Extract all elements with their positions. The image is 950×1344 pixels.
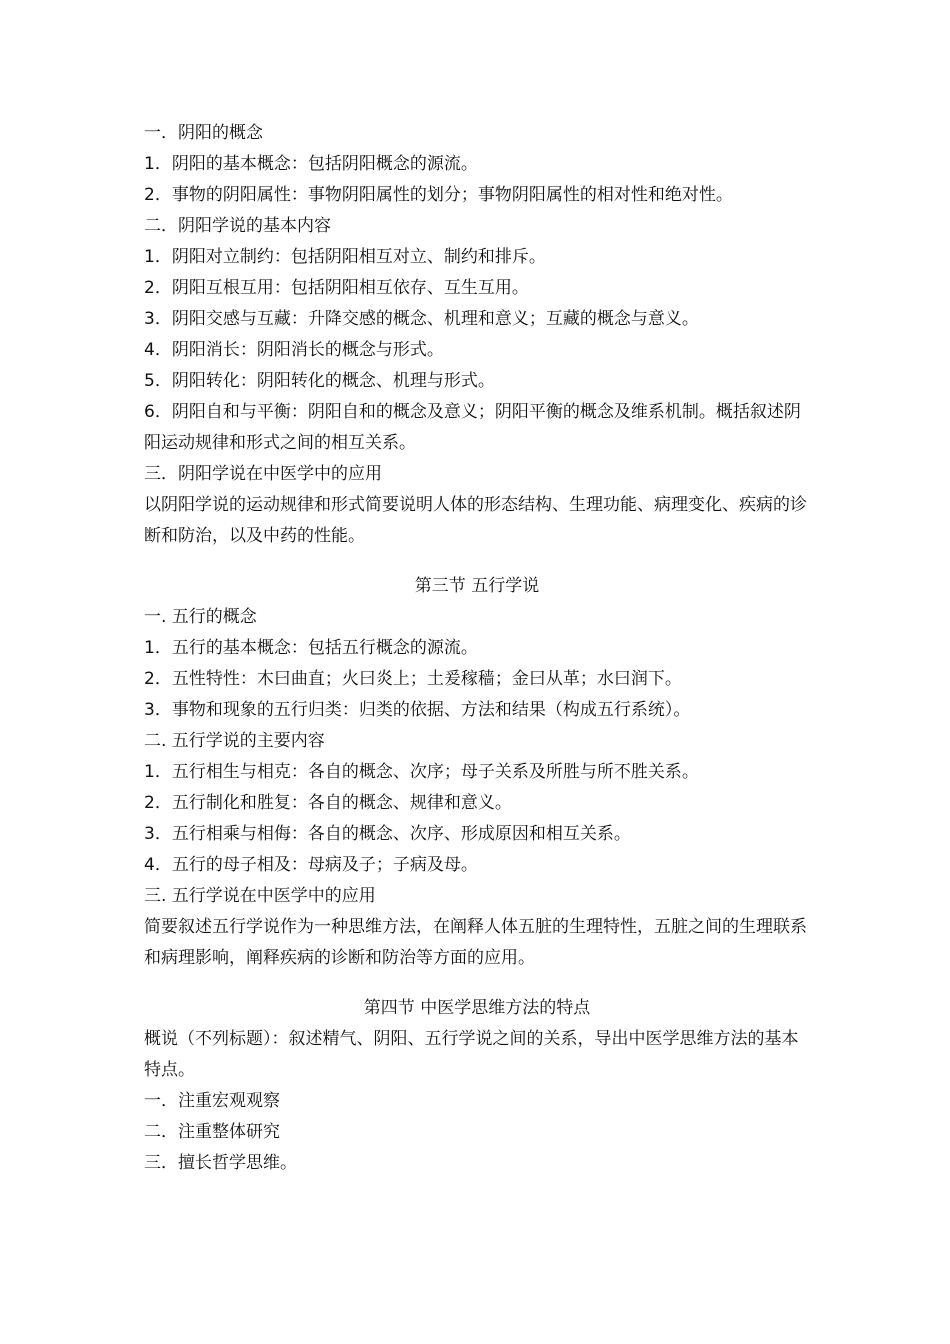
section-title-thinking: 第四节 中医学思维方法的特点	[363, 998, 591, 1018]
section-title-wuxing: 第三节 五行学说	[414, 576, 540, 596]
text-paragraph: 简要叙述五行学说作为一种思维方法，在阐释人体五脏的生理特性，五脏之间的生理联系和病理影响，阐释疾病的诊断和防治等方面的应用。	[144, 917, 807, 968]
text-line: 2．阴阳互根互用：包括阴阳相互依存、互生互用。	[144, 278, 529, 298]
text-line: 3．事物和现象的五行归类：归类的依据、方法和结果（构成五行系统）。	[144, 700, 691, 720]
yinyang-content-heading: 二．阴阳学说的基本内容	[144, 216, 331, 236]
document-body	[144, 118, 810, 1179]
wuxing-concept-heading: 一. 五行的概念	[144, 607, 257, 627]
text-line: 4．阴阳消长：阴阳消长的概念与形式。	[144, 340, 444, 360]
text-paragraph: 概说（不列标题）：叙述精气、阴阳、五行学说之间的关系，导出中医学思维方法的基本特点。	[144, 1029, 799, 1080]
text-line: 1．阴阳的基本概念：包括阴阳概念的源流。	[144, 154, 478, 174]
text-line: 5．阴阳转化：阴阳转化的概念、机理与形式。	[144, 371, 495, 391]
text-paragraph: 6．阴阳自和与平衡：阴阳自和的概念及意义；阴阳平衡的概念及维系机制。概括叙述阴阳运动规律和形式之间的相互关系。	[144, 402, 801, 453]
text-line: 1．五行相生与相克：各自的概念、次序；母子关系及所胜与所不胜关系。	[144, 762, 699, 782]
wuxing-application-heading: 三. 五行学说在中医学中的应用	[144, 886, 376, 906]
text-line: 4．五行的母子相及：母病及子；子病及母。	[144, 855, 478, 875]
yinyang-concept-heading: 一．阴阳的概念	[144, 123, 263, 143]
text-line: 3．五行相乘与相侮：各自的概念、次序、形成原因和相互关系。	[144, 824, 631, 844]
text-paragraph: 以阴阳学说的运动规律和形式简要说明人体的形态结构、生理功能、病理变化、疾病的诊断和防治，以及中药的性能。	[144, 495, 807, 546]
wuxing-content-heading: 二. 五行学说的主要内容	[144, 731, 325, 751]
text-line: 2．五性特性：木曰曲直；火曰炎上；土爰稼穑；金曰从革；水曰润下。	[144, 669, 682, 689]
text-line: 2．事物的阴阳属性：事物阴阳属性的划分；事物阴阳属性的相对性和绝对性。	[144, 185, 733, 205]
text-line: 1．阴阳对立制约：包括阴阳相互对立、制约和排斥。	[144, 247, 546, 267]
text-line: 一．注重宏观观察	[144, 1091, 280, 1111]
text-line: 2．五行制化和胜复：各自的概念、规律和意义。	[144, 793, 512, 813]
text-line: 三．擅长哲学思维。	[144, 1153, 297, 1173]
text-line: 1．五行的基本概念：包括五行概念的源流。	[144, 638, 478, 658]
yinyang-application-heading: 三．阴阳学说在中医学中的应用	[144, 464, 382, 484]
text-line: 3．阴阳交感与互藏：升降交感的概念、机理和意义；互藏的概念与意义。	[144, 309, 699, 329]
text-line: 二．注重整体研究	[144, 1122, 280, 1142]
